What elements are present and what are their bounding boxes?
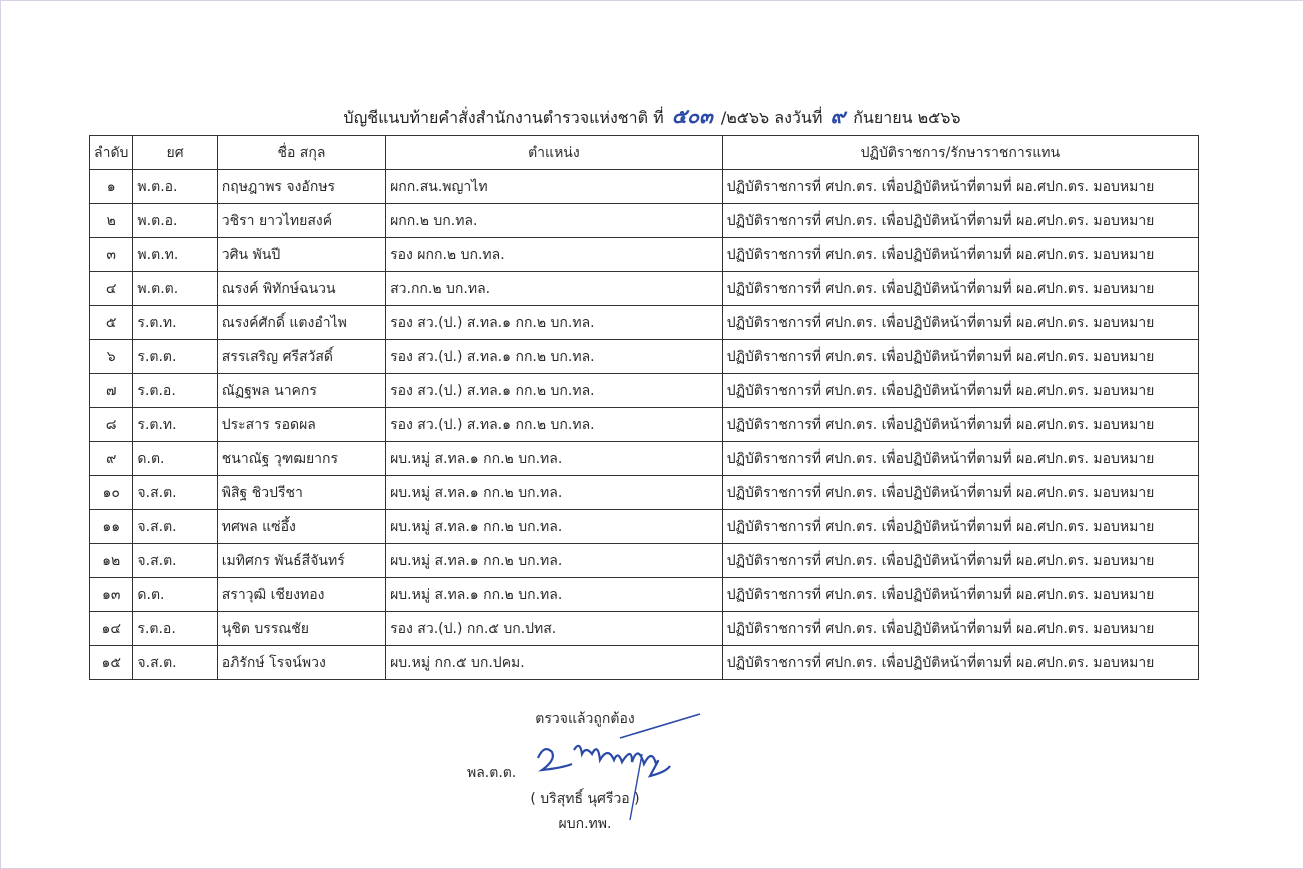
- header-name: ชื่อ สกุล: [217, 136, 385, 170]
- table-body: [90, 170, 1199, 680]
- row-name: ณัฏฐพล นาคกร: [217, 374, 385, 408]
- row-rank: จ.ส.ต.: [133, 510, 217, 544]
- handwritten-signature: [530, 710, 710, 830]
- table-row: [90, 578, 1199, 612]
- row-order: ๑๔: [90, 612, 133, 646]
- row-assignment: ปฏิบัติราชการที่ ศปก.ตร. เพื่อปฏิบัติหน้าที่ตามที่ ผอ.ศปก.ตร. มอบหมาย: [722, 272, 1198, 306]
- row-rank: ร.ต.อ.: [133, 374, 217, 408]
- row-name: ทศพล แซ่อึ้ง: [217, 510, 385, 544]
- row-position: รอง สว.(ป.) ส.ทล.๑ กก.๒ บก.ทล.: [386, 374, 723, 408]
- row-position: ผกก.๒ บก.ทล.: [386, 204, 723, 238]
- row-name: พิสิฐ ชิวปรีชา: [217, 476, 385, 510]
- row-order: ๑๐: [90, 476, 133, 510]
- row-order: ๗: [90, 374, 133, 408]
- row-order: ๑๕: [90, 646, 133, 680]
- row-assignment: ปฏิบัติราชการที่ ศปก.ตร. เพื่อปฏิบัติหน้าที่ตามที่ ผอ.ศปก.ตร. มอบหมาย: [722, 646, 1198, 680]
- header-order: ลำดับ: [90, 136, 133, 170]
- row-name: วศิน พันปี: [217, 238, 385, 272]
- table-row: [90, 238, 1199, 272]
- table-row: [90, 544, 1199, 578]
- row-order: ๓: [90, 238, 133, 272]
- row-rank: พ.ต.อ.: [133, 204, 217, 238]
- table-row: [90, 476, 1199, 510]
- table-row: [90, 306, 1199, 340]
- row-order: ๔: [90, 272, 133, 306]
- row-position: ผบ.หมู่ ส.ทล.๑ กก.๒ บก.ทล.: [386, 578, 723, 612]
- row-assignment: ปฏิบัติราชการที่ ศปก.ตร. เพื่อปฏิบัติหน้าที่ตามที่ ผอ.ศปก.ตร. มอบหมาย: [722, 442, 1198, 476]
- row-assignment: ปฏิบัติราชการที่ ศปก.ตร. เพื่อปฏิบัติหน้าที่ตามที่ ผอ.ศปก.ตร. มอบหมาย: [722, 476, 1198, 510]
- verified-label: ตรวจแล้วถูกต้อง: [535, 711, 635, 727]
- row-rank: ร.ต.ต.: [133, 340, 217, 374]
- table-row: [90, 272, 1199, 306]
- signer-full-name: ( บริสุทธิ์ นุศรีวอ ): [530, 791, 640, 807]
- row-rank: ร.ต.ท.: [133, 408, 217, 442]
- row-name: นุชิต บรรณชัย: [217, 612, 385, 646]
- row-rank: จ.ส.ต.: [133, 544, 217, 578]
- row-position: รอง สว.(ป.) กก.๕ บก.ปทส.: [386, 612, 723, 646]
- row-rank: จ.ส.ต.: [133, 646, 217, 680]
- row-assignment: ปฏิบัติราชการที่ ศปก.ตร. เพื่อปฏิบัติหน้าที่ตามที่ ผอ.ศปก.ตร. มอบหมาย: [722, 374, 1198, 408]
- row-name: ณรงค์ พิทักษ์ฉนวน: [217, 272, 385, 306]
- table-row: [90, 646, 1199, 680]
- handwritten-order-number: ๕๐๓: [671, 104, 713, 128]
- table-row: [90, 204, 1199, 238]
- table-row: [90, 442, 1199, 476]
- row-position: ผบ.หมู่ ส.ทล.๑ กก.๒ บก.ทล.: [386, 442, 723, 476]
- row-order: ๒: [90, 204, 133, 238]
- header-rank: ยศ: [133, 136, 217, 170]
- row-name: อภิรักษ์ โรจน์พวง: [217, 646, 385, 680]
- row-order: ๘: [90, 408, 133, 442]
- row-rank: ร.ต.ท.: [133, 306, 217, 340]
- title-prefix: บัญชีแนบท้ายคำสั่งสำนักงานตำรวจแห่งชาติ ที่: [343, 108, 664, 127]
- header-position: ตำแหน่ง: [386, 136, 723, 170]
- row-name: ประสาร รอดผล: [217, 408, 385, 442]
- header-assignment: ปฏิบัติราชการ/รักษาราชการแทน: [722, 136, 1198, 170]
- row-name: กฤษฎาพร จงอักษร: [217, 170, 385, 204]
- row-assignment: ปฏิบัติราชการที่ ศปก.ตร. เพื่อปฏิบัติหน้าที่ตามที่ ผอ.ศปก.ตร. มอบหมาย: [722, 578, 1198, 612]
- row-name: สรรเสริญ ศรีสวัสดิ์: [217, 340, 385, 374]
- table-row: [90, 374, 1199, 408]
- title-suffix: กันยายน ๒๕๖๖: [853, 108, 961, 127]
- row-position: ผบ.หมู่ กก.๕ บก.ปคม.: [386, 646, 723, 680]
- row-assignment: ปฏิบัติราชการที่ ศปก.ตร. เพื่อปฏิบัติหน้าที่ตามที่ ผอ.ศปก.ตร. มอบหมาย: [722, 612, 1198, 646]
- row-assignment: ปฏิบัติราชการที่ ศปก.ตร. เพื่อปฏิบัติหน้าที่ตามที่ ผอ.ศปก.ตร. มอบหมาย: [722, 170, 1198, 204]
- row-rank: จ.ส.ต.: [133, 476, 217, 510]
- row-name: ชนาณัฐ วุฑฒยากร: [217, 442, 385, 476]
- table-row: [90, 612, 1199, 646]
- row-assignment: ปฏิบัติราชการที่ ศปก.ตร. เพื่อปฏิบัติหน้าที่ตามที่ ผอ.ศปก.ตร. มอบหมาย: [722, 544, 1198, 578]
- handwritten-day: ๙: [830, 104, 846, 128]
- row-rank: ด.ต.: [133, 442, 217, 476]
- row-assignment: ปฏิบัติราชการที่ ศปก.ตร. เพื่อปฏิบัติหน้าที่ตามที่ ผอ.ศปก.ตร. มอบหมาย: [722, 510, 1198, 544]
- row-assignment: ปฏิบัติราชการที่ ศปก.ตร. เพื่อปฏิบัติหน้าที่ตามที่ ผอ.ศปก.ตร. มอบหมาย: [722, 340, 1198, 374]
- signer-position: ผบก.ทพ.: [558, 816, 612, 832]
- row-order: ๑๓: [90, 578, 133, 612]
- document-title: [0, 100, 1304, 132]
- table-header-row: [90, 136, 1199, 170]
- signer-rank: พล.ต.ต.: [467, 765, 517, 781]
- row-name: สราวุฒิ เชียงทอง: [217, 578, 385, 612]
- row-position: รอง สว.(ป.) ส.ทล.๑ กก.๒ บก.ทล.: [386, 306, 723, 340]
- row-order: ๕: [90, 306, 133, 340]
- row-order: ๑๒: [90, 544, 133, 578]
- row-rank: ด.ต.: [133, 578, 217, 612]
- row-rank: พ.ต.ท.: [133, 238, 217, 272]
- row-order: ๑๑: [90, 510, 133, 544]
- row-assignment: ปฏิบัติราชการที่ ศปก.ตร. เพื่อปฏิบัติหน้าที่ตามที่ ผอ.ศปก.ตร. มอบหมาย: [722, 238, 1198, 272]
- row-order: ๖: [90, 340, 133, 374]
- table-row: [90, 408, 1199, 442]
- row-position: ผกก.สน.พญาไท: [386, 170, 723, 204]
- row-position: รอง ผกก.๒ บก.ทล.: [386, 238, 723, 272]
- row-order: ๙: [90, 442, 133, 476]
- row-position: สว.กก.๒ บก.ทล.: [386, 272, 723, 306]
- row-rank: พ.ต.อ.: [133, 170, 217, 204]
- row-name: เมทิศกร พันธ์สีจันทร์: [217, 544, 385, 578]
- row-order: ๑: [90, 170, 133, 204]
- row-rank: พ.ต.ต.: [133, 272, 217, 306]
- row-assignment: ปฏิบัติราชการที่ ศปก.ตร. เพื่อปฏิบัติหน้าที่ตามที่ ผอ.ศปก.ตร. มอบหมาย: [722, 408, 1198, 442]
- row-position: รอง สว.(ป.) ส.ทล.๑ กก.๒ บก.ทล.: [386, 408, 723, 442]
- row-name: ณรงค์ศักดิ์ แตงอำไพ: [217, 306, 385, 340]
- row-position: ผบ.หมู่ ส.ทล.๑ กก.๒ บก.ทล.: [386, 510, 723, 544]
- personnel-table: [89, 135, 1199, 680]
- table-row: [90, 340, 1199, 374]
- title-middle: /๒๕๖๖ ลงวันที่: [720, 108, 823, 127]
- row-position: รอง สว.(ป.) ส.ทล.๑ กก.๒ บก.ทล.: [386, 340, 723, 374]
- row-assignment: ปฏิบัติราชการที่ ศปก.ตร. เพื่อปฏิบัติหน้าที่ตามที่ ผอ.ศปก.ตร. มอบหมาย: [722, 306, 1198, 340]
- row-name: วชิรา ยาวไทยสงค์: [217, 204, 385, 238]
- row-assignment: ปฏิบัติราชการที่ ศปก.ตร. เพื่อปฏิบัติหน้าที่ตามที่ ผอ.ศปก.ตร. มอบหมาย: [722, 204, 1198, 238]
- row-position: ผบ.หมู่ ส.ทล.๑ กก.๒ บก.ทล.: [386, 544, 723, 578]
- table-row: [90, 170, 1199, 204]
- table-row: [90, 510, 1199, 544]
- row-rank: ร.ต.อ.: [133, 612, 217, 646]
- row-position: ผบ.หมู่ ส.ทล.๑ กก.๒ บก.ทล.: [386, 476, 723, 510]
